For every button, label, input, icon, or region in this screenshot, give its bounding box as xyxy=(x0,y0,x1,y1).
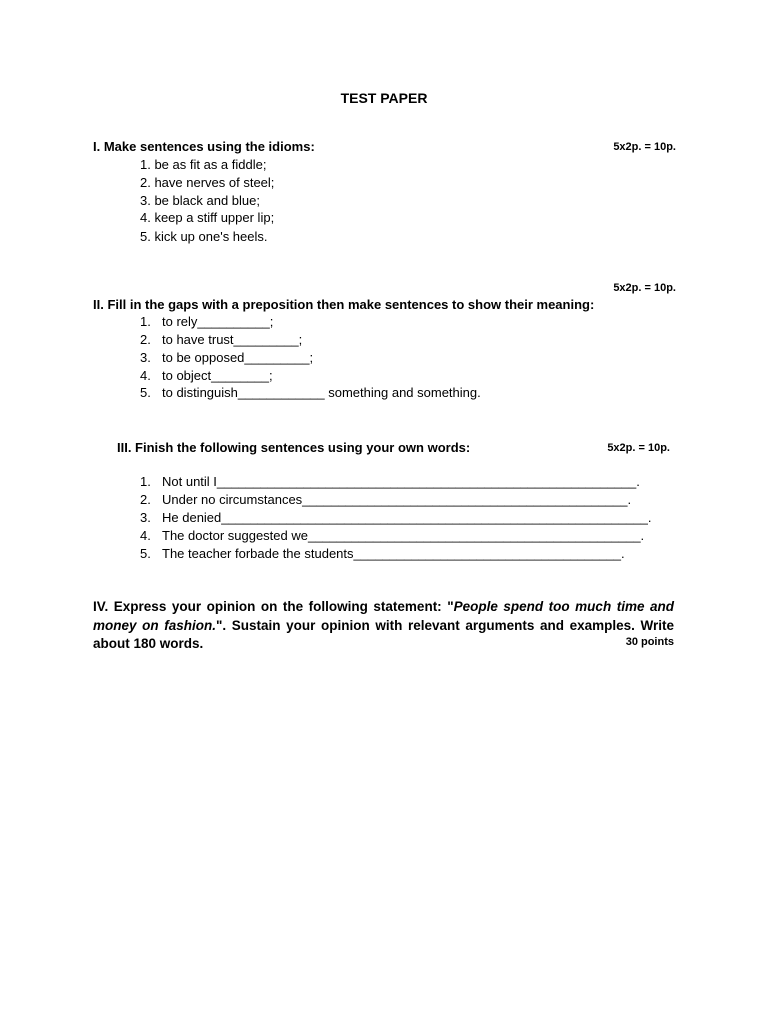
item-number: 1. xyxy=(140,474,151,489)
item-number: 2. xyxy=(140,492,151,507)
item-text: to distinguish____________ something and something. xyxy=(162,385,481,400)
item-text: to have trust_________; xyxy=(162,332,303,347)
section-2-item xyxy=(140,385,481,400)
section-1-item: 1. be as fit as a fiddle; xyxy=(140,157,267,172)
section-2-item xyxy=(140,350,313,365)
item-text: to object________; xyxy=(162,368,273,383)
item-text: The doctor suggested we______________________________________________. xyxy=(162,528,645,543)
item-number: 4. xyxy=(140,368,151,383)
section-3-item xyxy=(140,510,651,525)
section-2-item xyxy=(140,368,273,383)
item-number: 4. xyxy=(140,528,151,543)
section-2-item xyxy=(140,332,302,347)
section-3-item xyxy=(140,474,640,489)
section-4-points: 30 points xyxy=(625,636,674,648)
section-1-heading: I. Make sentences using the idioms: xyxy=(93,139,315,154)
page-title: TEST PAPER xyxy=(340,90,428,106)
section-3-item xyxy=(140,546,625,561)
section-4-paragraph xyxy=(93,598,674,654)
section-3-heading: III. Finish the following sentences using your own words: xyxy=(117,440,471,455)
section-2-heading: II. Fill in the gaps with a preposition then make sentences to show their meaning: xyxy=(93,297,595,312)
section-1-item: 2. have nerves of steel; xyxy=(140,175,275,190)
section-3-item xyxy=(140,528,644,543)
section-1-item: 4. keep a stiff upper lip; xyxy=(140,210,275,225)
item-number: 3. xyxy=(140,350,151,365)
section-1-item: 3. be black and blue; xyxy=(140,193,260,208)
section-4-quote: People spend too much time and money on fashion. xyxy=(93,599,674,633)
item-number: 5. xyxy=(140,546,151,561)
section-1-points: 5x2p. = 10p. xyxy=(613,141,676,153)
item-number: 2. xyxy=(140,332,151,347)
item-text: He denied___________________________________________________________. xyxy=(162,510,652,525)
item-text: to rely__________; xyxy=(162,314,274,329)
item-text: to be opposed_________; xyxy=(162,350,314,365)
section-2-item xyxy=(140,314,273,329)
section-3-points: 5x2p. = 10p. xyxy=(607,442,670,454)
item-number: 1. xyxy=(140,314,151,329)
item-number: 5. xyxy=(140,385,151,400)
item-text: Not until I__________________________________________________________. xyxy=(162,474,640,489)
section-4-tail: ". Sustain your opinion with relevant arguments and examples. Write about 180 words. xyxy=(93,617,674,651)
item-text: Under no circumstances_____________________________________________. xyxy=(162,492,632,507)
section-1-item: 5. kick up one's heels. xyxy=(140,229,268,244)
section-4-lead: IV. Express your opinion on the following statement: " xyxy=(93,599,454,614)
section-2-points: 5x2p. = 10p. xyxy=(613,282,676,294)
item-number: 3. xyxy=(140,510,151,525)
section-3-item xyxy=(140,492,631,507)
item-text: The teacher forbade the students_____________________________________. xyxy=(162,546,625,561)
